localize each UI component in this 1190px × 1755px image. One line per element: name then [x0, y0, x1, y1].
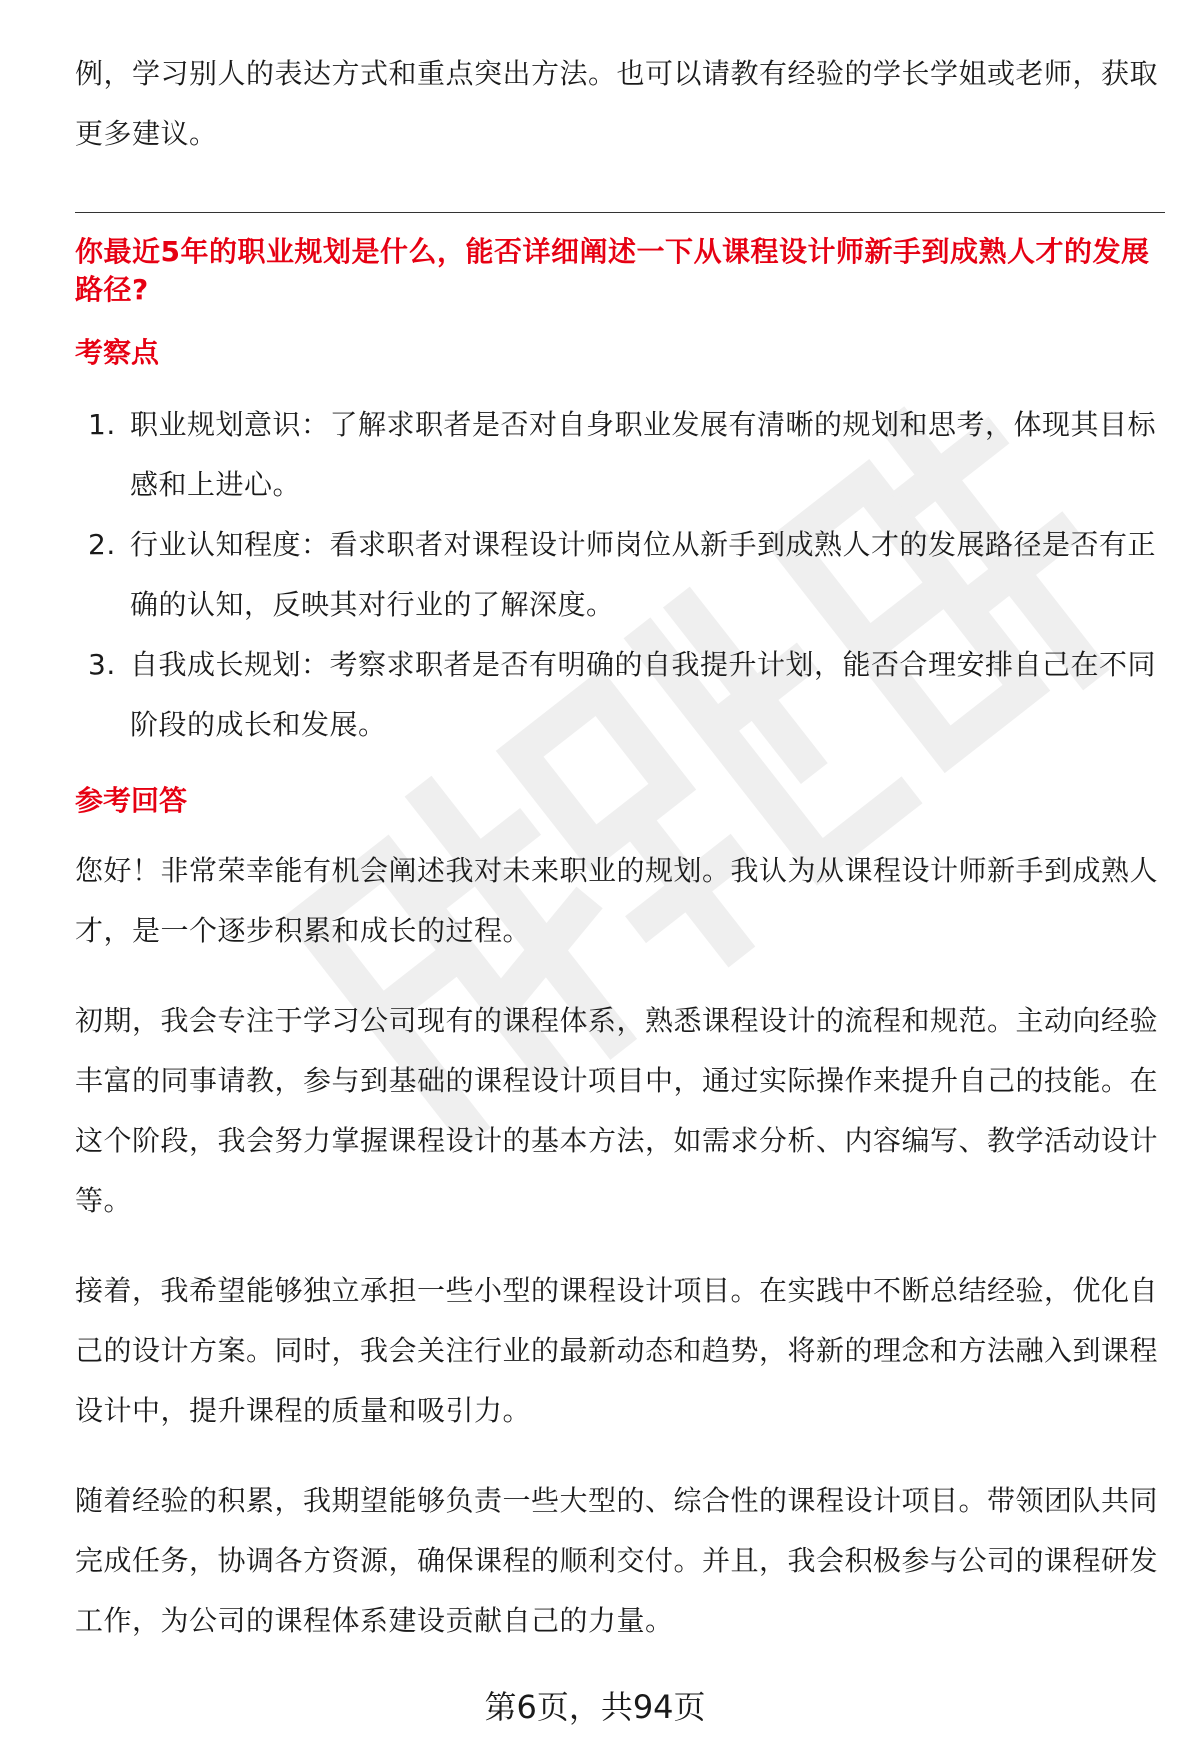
- answer-paragraph: 接着，我希望能够独立承担一些小型的课程设计项目。在实践中不断总结经验，优化自己的设计方案。同时，我会关注行业的最新动态和趋势，将新的理念和方法融入到课程设计中，提升课程的质量和吸引力。: [75, 1274, 1159, 1427]
- answer-paragraph: 初期，我会专注于学习公司现有的课程体系，熟悉课程设计的流程和规范。主动向经验丰富的同事请教，参与到基础的课程设计项目中，通过实际操作来提升自己的技能。在这个阶段，我会努力掌握课程设计的基本方法，如需求分析、内容编写、教学活动设计等。: [75, 1004, 1159, 1217]
- answer-paragraph: 您好！非常荣幸能有机会阐述我对未来职业的规划。我认为从课程设计师新手到成熟人才，是一个逐步积累和成长的过程。: [75, 854, 1159, 947]
- section-divider: [75, 212, 1165, 213]
- list-item: [75, 635, 1165, 755]
- page-content: [75, 44, 1165, 1681]
- list-item-text: 职业规划意识：了解求职者是否对自身职业发展有清晰的规划和思考，体现其目标感和上进心。: [130, 408, 1157, 501]
- exam-points-list: [75, 395, 1165, 755]
- list-item-text: 自我成长规划：考察求职者是否有明确的自我提升计划，能否合理安排自己在不同阶段的成长和发展。: [130, 648, 1157, 741]
- intro-paragraph: 例，学习别人的表达方式和重点突出方法。也可以请教有经验的学长学姐或老师，获取更多建议。: [75, 57, 1159, 150]
- reference-answer-heading: 参考回答: [75, 784, 188, 817]
- list-item: [75, 515, 1165, 635]
- list-item-number: 1.: [88, 408, 116, 441]
- list-item-number: 2.: [88, 528, 116, 561]
- list-item: [75, 395, 1165, 515]
- interview-question: 你最近5年的职业规划是什么，能否详细阐述一下从课程设计师新手到成熟人才的发展路径?: [75, 235, 1150, 306]
- answer-paragraph: 随着经验的积累，我期望能够负责一些大型的、综合性的课程设计项目。带领团队共同完成任务，协调各方资源，确保课程的顺利交付。并且，我会积极参与公司的课程研发工作，为公司的课程体系建设贡献自己的力量。: [75, 1484, 1159, 1637]
- list-item-number: 3.: [88, 648, 116, 681]
- exam-points-heading: 考察点: [75, 336, 160, 369]
- page-number: 第6页，共94页: [484, 1688, 706, 1726]
- list-item-text: 行业认知程度：看求职者对课程设计师岗位从新手到成熟人才的发展路径是否有正确的认知，反映其对行业的了解深度。: [130, 528, 1157, 621]
